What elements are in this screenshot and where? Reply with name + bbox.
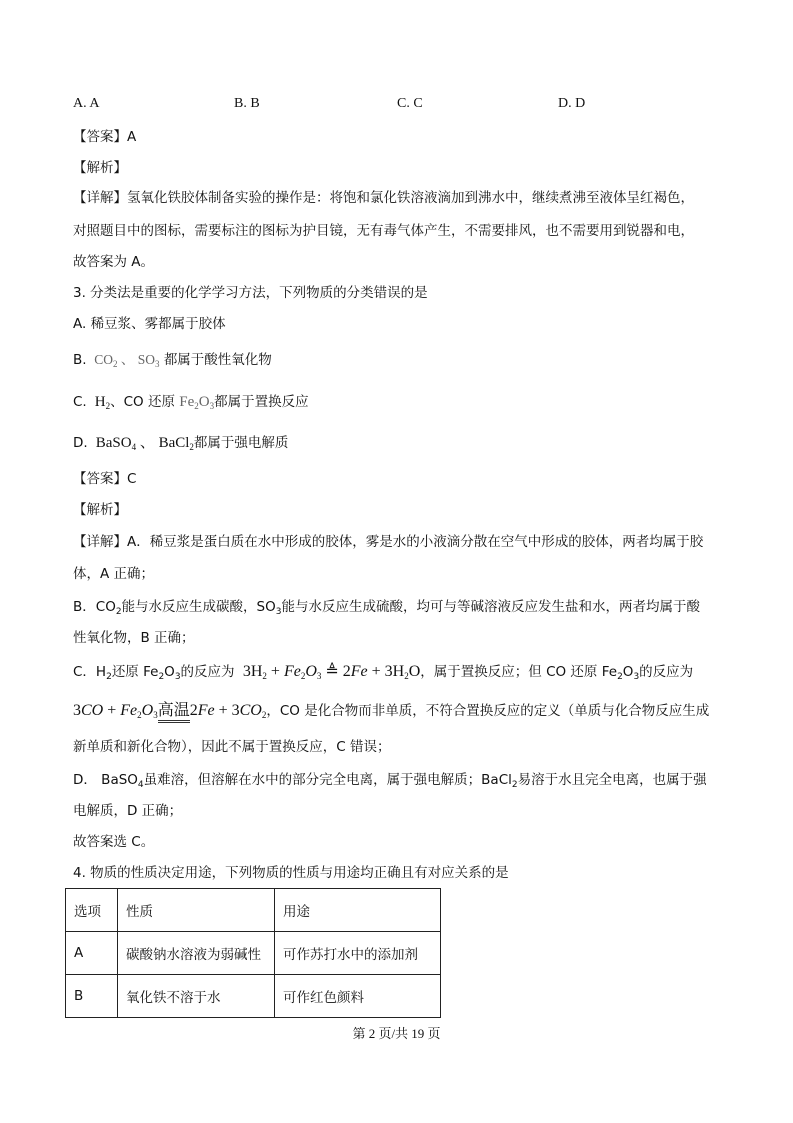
equation-co-reduces-fe2o3: $3CO + Fe_2O_3$高温$2Fe + 3CO_2$ xyxy=(73,702,266,719)
q3-detail-line-4: 性氧化物，B 正确； xyxy=(73,630,195,646)
q3-detail-8-part-c: 易溶于水且完全电离，也属于强 xyxy=(517,772,707,788)
table-row xyxy=(66,975,441,1018)
q3-detail-5-part-c: O xyxy=(164,664,175,680)
q3-detail-line-5: C．$H_2$还原 $Fe_2O_3$的反应为 $3H_2 + Fe_2O_3$ ≜ $2Fe + 3H_2O$，属于置换反应；但 CO 还原 $Fe_2O_3$的反应为 xyxy=(73,663,694,682)
table-header-cell: 用途 xyxy=(275,889,441,932)
q2-detail-line-2: 对照题目中的图标，需要标注的图标为护目镜，无有毒气体产生，不需要排风，也不需要用到锐器和电， xyxy=(73,223,694,239)
table-header-row xyxy=(66,889,441,932)
q3-option-a: A. 稀豆浆、雾都属于胶体 xyxy=(73,316,226,332)
equation-h2-reduces-fe2o3: $3H_2 + Fe_2O_3$ ≜ $2Fe + 3H_2O$ xyxy=(238,663,421,681)
q3-option-c xyxy=(73,392,309,416)
q3-analysis-heading: 【解析】 xyxy=(73,502,127,518)
q3-detail-5-part-d: 的反应为 xyxy=(180,664,235,680)
table-cell: 氧化铁不溶于水 xyxy=(118,975,275,1018)
q3-option-b-suffix: 都属于酸性氧化物 xyxy=(163,352,272,368)
q4-stem: 4. 物质的性质决定用途，下列物质的性质与用途均正确且有对应关系的是 xyxy=(73,865,509,881)
q3-detail-3-part-b: 能与水反应生成碳酸，SO xyxy=(121,599,276,615)
q3-detail-5-part-g: 的反应为 xyxy=(639,664,694,680)
q2-answer: 【答案】A xyxy=(73,129,137,145)
page-footer: 第 2 页/共 19 页 xyxy=(352,1026,441,1041)
q3-option-d-prefix: D. xyxy=(73,435,88,451)
formula-baso4-bacl2: BaSO$_4$ 、 BaCl$_2$ xyxy=(91,435,194,452)
q3-option-d-suffix: 都属于强电解质 xyxy=(193,435,289,451)
q4-options-table xyxy=(65,888,441,1018)
formula-fe2o3: $Fe_2O_3$ xyxy=(179,394,215,411)
q3-option-b xyxy=(73,350,272,374)
option-c: C. C xyxy=(397,96,423,111)
q3-detail-5-part-e: ，属于置换反应；但 CO 还原 Fe xyxy=(420,664,618,680)
q2-detail-line-3: 故答案为 A。 xyxy=(73,254,155,270)
table-header-cell: 选项 xyxy=(66,889,118,932)
table-cell: 碳酸钠水溶液为弱碱性 xyxy=(118,932,275,975)
option-b: B. B xyxy=(234,96,260,111)
q3-detail-8-part-b: 虽难溶，但溶解在水中的部分完全电离，属于强电解质；BaCl xyxy=(143,772,512,788)
table-cell: 可作苏打水中的添加剂 xyxy=(275,932,441,975)
table-cell: B xyxy=(66,975,118,1018)
q3-stem: 3. 分类法是重要的化学学习方法，下列物质的分类错误的是 xyxy=(73,285,428,301)
q3-option-b-prefix: B. xyxy=(73,352,87,368)
q3-detail-line-6 xyxy=(73,701,709,725)
formula-co2-so3: $CO_2$ 、 $SO_3$ xyxy=(90,352,160,369)
q3-option-c-mid: 、CO 还原 xyxy=(110,394,175,410)
q3-detail-3-part-c: 能与水反应生成硫酸，均可与等碱溶液反应发生盐和水，两者均属于酸 xyxy=(281,599,700,615)
formula-h2: $H_2$ xyxy=(91,394,111,411)
q3-detail-line-7: 新单质和新化合物），因此不属于置换反应，C 错误； xyxy=(73,739,391,755)
q3-option-c-suffix: 都属于置换反应 xyxy=(214,394,309,410)
q3-detail-3-part-a: B．CO xyxy=(73,599,116,615)
option-d: D. D xyxy=(558,96,586,111)
q3-detail-5-part-f: O xyxy=(622,664,634,680)
q3-detail-line-9: 电解质，D 正确； xyxy=(73,803,183,819)
table-header-cell: 性质 xyxy=(118,889,275,932)
q3-option-c-prefix: C. xyxy=(73,394,87,410)
table-cell: A xyxy=(66,932,118,975)
q3-detail-line-8: D． BaSO$_4$虽难溶，但溶解在水中的部分完全电离，属于强电解质；BaCl$_2$易溶于水且完全电离，也属于强 xyxy=(73,772,707,790)
q3-detail-6-suffix: ，CO 是化合物而非单质，不符合置换反应的定义（单质与化合物反应生成 xyxy=(266,703,710,719)
table-cell: 可作红色颜料 xyxy=(275,975,441,1018)
q3-detail-line-1: 【详解】A．稀豆浆是蛋白质在水中形成的胶体，雾是水的小液滴分散在空气中形成的胶体，两者均属于胶 xyxy=(73,534,704,550)
option-a: A. A xyxy=(73,96,100,111)
table-row xyxy=(66,932,441,975)
q3-detail-line-3: B．$CO_2$能与水反应生成碳酸，$SO_3$能与水反应生成硫酸，均可与等碱溶液反应发生盐和水，两者均属于酸 xyxy=(73,599,700,617)
q2-detail-line-1: 【详解】氢氧化铁胶体制备实验的操作是：将饱和氯化铁溶液滴加到沸水中，继续煮沸至液体呈红褐色， xyxy=(73,190,694,206)
q3-detail-5-part-b: 还原 Fe xyxy=(111,664,159,680)
q3-option-d xyxy=(73,433,288,457)
condition-high-temp: 高温 xyxy=(158,702,190,723)
q2-analysis-heading: 【解析】 xyxy=(73,160,127,176)
q3-detail-line-10: 故答案选 C。 xyxy=(73,834,155,850)
q3-detail-5-part-a: C．H xyxy=(73,664,107,680)
q3-detail-line-2: 体，A 正确； xyxy=(73,566,155,582)
q3-detail-8-part-a: D． BaSO xyxy=(73,772,138,788)
q3-answer: 【答案】C xyxy=(73,471,137,487)
